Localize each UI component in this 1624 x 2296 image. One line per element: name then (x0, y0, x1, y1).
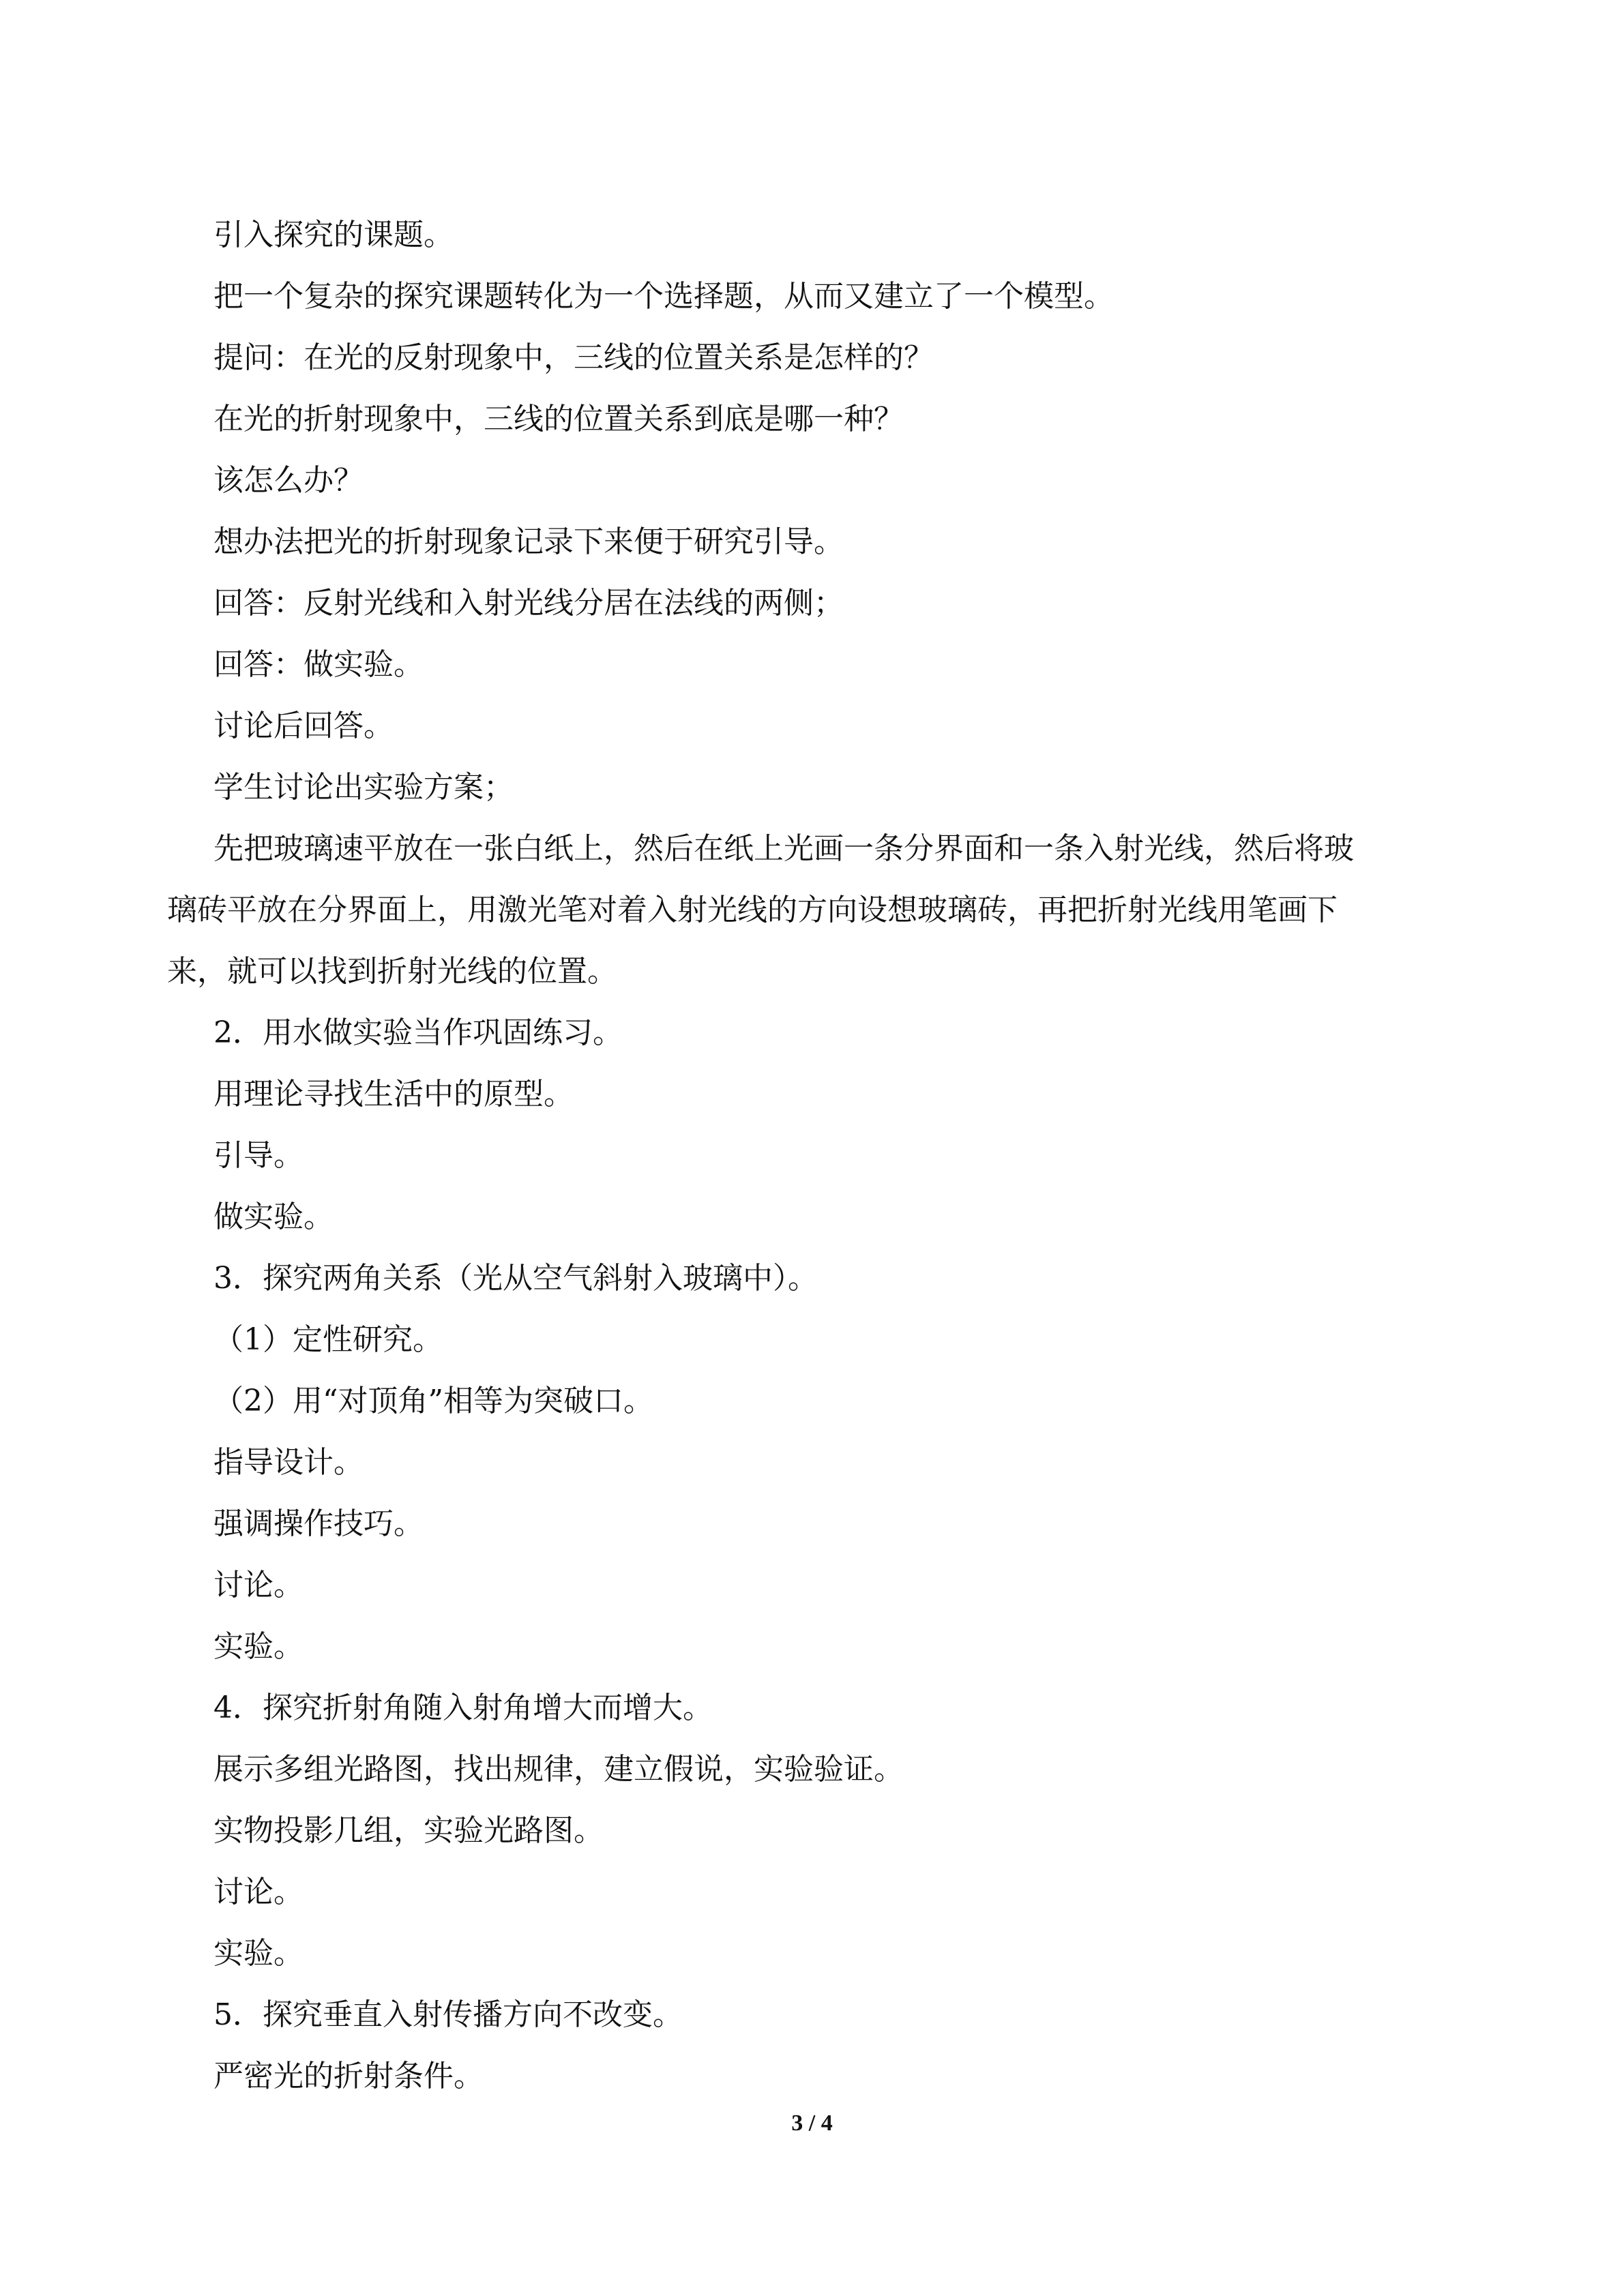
paragraph: 实验。 (213, 1936, 304, 1971)
long-paragraph-line-2: 璃砖平放在分界面上，用激光笔对着入射光线的方向设想玻璃砖，再把折射光线用笔画下 (167, 893, 1338, 927)
paragraph: 做实验。 (213, 1199, 334, 1234)
paragraph: 讨论。 (213, 1875, 304, 1909)
sub-item: （2）用“对顶角”相等为突破口。 (213, 1384, 653, 1418)
paragraph: 展示多组光路图，找出规律，建立假说，实验验证。 (213, 1752, 904, 1787)
paragraph: 引入探究的课题。 (213, 218, 454, 252)
long-paragraph-line-1: 先把玻璃速平放在一张白纸上，然后在纸上光画一条分界面和一条入射光线，然后将玻 (213, 831, 1354, 866)
paragraph: 学生讨论出实验方案； (213, 770, 514, 805)
paragraph: 把一个复杂的探究课题转化为一个选择题，从而又建立了一个模型。 (213, 279, 1114, 314)
paragraph: 回答：反射光线和入射光线分居在法线的两侧； (213, 586, 844, 621)
paragraph: 提问：在光的反射现象中，三线的位置关系是怎样的？ (213, 340, 934, 375)
section-heading-4: 4．探究折射角随入射角增大而增大。 (213, 1690, 713, 1725)
section-heading-2: 2．用水做实验当作巩固练习。 (213, 1015, 623, 1050)
paragraph: 讨论后回答。 (213, 709, 394, 743)
section-heading-5: 5．探究垂直入射传播方向不改变。 (213, 1997, 683, 2032)
section-heading-3: 3．探究两角关系（光从空气斜射入玻璃中）。 (213, 1261, 818, 1296)
paragraph: 引导。 (213, 1138, 304, 1173)
paragraph: 在光的折射现象中，三线的位置关系到底是哪一种？ (213, 402, 904, 436)
paragraph: 想办法把光的折射现象记录下来便于研究引导。 (213, 524, 844, 559)
page-number: 3 / 4 (791, 2111, 833, 2136)
paragraph: 实验。 (213, 1629, 304, 1664)
paragraph: 用理论寻找生活中的原型。 (213, 1077, 574, 1112)
paragraph: 指导设计。 (213, 1445, 364, 1480)
document-body (167, 205, 1482, 2107)
paragraph: 实物投影几组，实验光路图。 (213, 1813, 604, 1848)
long-paragraph (167, 818, 1482, 1002)
paragraph: 回答：做实验。 (213, 647, 424, 682)
paragraph: 该怎么办？ (213, 463, 364, 498)
paragraph: 严密光的折射条件。 (213, 2059, 484, 2093)
paragraph: 强调操作技巧。 (213, 1506, 424, 1541)
paragraph: 讨论。 (213, 1568, 304, 1602)
sub-item: （1）定性研究。 (213, 1322, 443, 1357)
long-paragraph-line-3: 来，就可以找到折射光线的位置。 (167, 954, 617, 989)
